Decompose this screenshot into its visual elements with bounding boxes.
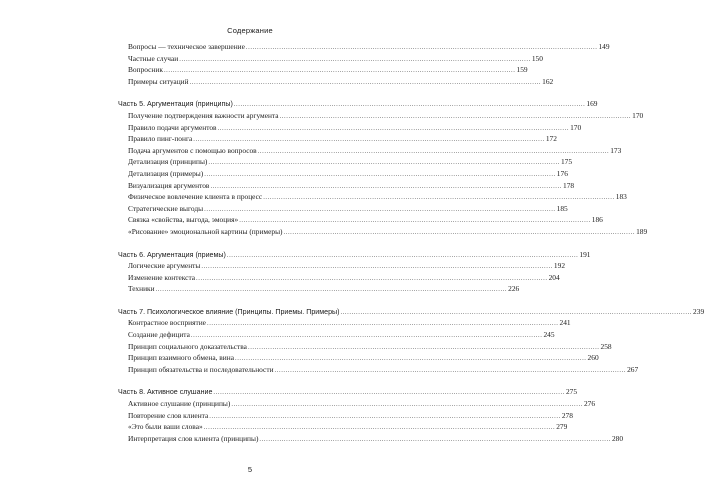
toc-entry-title: Логические аргументы	[128, 261, 201, 271]
toc-leader-dots	[190, 77, 542, 89]
toc-leader-dots	[207, 318, 559, 330]
toc-part-page: 169	[586, 99, 598, 109]
toc-entry[interactable]	[118, 352, 599, 364]
toc-leader-dots	[234, 99, 586, 111]
toc-leader-dots	[218, 123, 570, 135]
toc-entry-title: Контрастное восприятие	[128, 318, 206, 328]
toc-leader-dots	[156, 284, 508, 296]
toc-entry[interactable]	[118, 168, 568, 180]
toc-leader-dots	[209, 411, 561, 423]
toc-entry-title: Вопросник	[128, 65, 163, 75]
table-of-contents	[118, 41, 704, 455]
toc-entry[interactable]	[118, 53, 543, 65]
toc-part-title: Часть 5. Аргументация (принципы)	[118, 100, 233, 109]
page-header-title: Содержание	[227, 26, 273, 35]
toc-entry[interactable]	[118, 76, 554, 88]
toc-entry-page: 150	[531, 53, 543, 63]
toc-entry-page: 170	[570, 122, 582, 132]
toc-leader-dots	[196, 273, 548, 285]
toc-leader-dots	[284, 227, 636, 239]
toc-leader-dots	[248, 342, 600, 354]
toc-entry[interactable]	[118, 260, 566, 272]
page-number: 5	[247, 465, 253, 474]
toc-entry-page: 186	[591, 215, 603, 225]
toc-part-heading[interactable]	[118, 98, 598, 110]
toc-leader-dots	[204, 204, 556, 216]
toc-entry-title: Детализация (примеры)	[128, 168, 204, 178]
toc-part-heading[interactable]	[118, 249, 591, 261]
toc-part-heading[interactable]	[118, 386, 578, 398]
toc-entry-page: 245	[543, 330, 555, 340]
toc-entry-title: Изменение контекста	[128, 272, 196, 282]
toc-entry-page: 226	[508, 284, 520, 294]
toc-section	[118, 41, 610, 87]
toc-leader-dots	[201, 261, 553, 273]
toc-entry[interactable]	[118, 203, 568, 215]
toc-entry[interactable]	[118, 191, 627, 203]
toc-entry-page: 173	[610, 145, 622, 155]
toc-entry-page: 170	[632, 110, 644, 120]
toc-section	[118, 306, 704, 376]
toc-entry-page: 260	[587, 353, 599, 363]
toc-entry-page: 279	[556, 422, 568, 432]
toc-section	[118, 98, 648, 237]
toc-entry-page: 178	[563, 180, 575, 190]
toc-entry-page: 276	[583, 399, 596, 409]
toc-entry-page: 149	[598, 42, 610, 51]
toc-entry[interactable]	[118, 214, 603, 226]
toc-entry-page: 162	[542, 76, 554, 86]
toc-section	[118, 249, 591, 295]
toc-section	[118, 386, 624, 444]
toc-entry[interactable]	[118, 364, 639, 376]
toc-leader-dots	[340, 307, 692, 319]
toc-leader-dots	[179, 54, 531, 66]
toc-entry-page: 258	[600, 341, 612, 351]
toc-part-title: Часть 8. Активное слушание	[118, 388, 213, 397]
toc-entry-title: Принцип обязательства и последовательности	[128, 364, 274, 374]
toc-leader-dots	[259, 434, 611, 446]
toc-leader-dots	[258, 146, 610, 158]
toc-entry[interactable]	[118, 133, 557, 145]
toc-entry[interactable]	[118, 317, 571, 329]
toc-part-heading[interactable]	[118, 306, 704, 318]
toc-entry-page: 175	[560, 157, 573, 167]
toc-part-page: 191	[579, 249, 591, 259]
toc-entry-title: Примеры ситуаций	[128, 76, 189, 86]
toc-entry-title: Стратегические выгоды	[128, 203, 204, 213]
toc-entry-title: Повторение слов клиента	[128, 410, 209, 420]
toc-entry-title: «Это были ваши слова»	[128, 422, 203, 432]
toc-entry-page: 176	[556, 168, 568, 178]
toc-entry-title: Подача аргументов с помощью вопросов	[128, 145, 257, 155]
toc-part-title: Часть 6. Аргументация (приемы)	[118, 250, 226, 259]
toc-leader-dots	[235, 353, 587, 365]
toc-entry-page: 204	[548, 272, 560, 282]
toc-entry[interactable]	[118, 272, 560, 284]
toc-entry-title: Активное слушание (принципы)	[128, 399, 231, 409]
toc-entry-page: 267	[627, 364, 639, 374]
toc-entry-page: 278	[561, 410, 573, 420]
toc-entry-page: 183	[615, 192, 627, 202]
toc-entry[interactable]	[118, 64, 528, 76]
toc-leader-dots	[164, 65, 516, 77]
toc-entry[interactable]	[118, 341, 612, 353]
toc-entry-page: 189	[636, 226, 648, 236]
toc-entry[interactable]	[118, 122, 582, 134]
toc-entry[interactable]	[118, 41, 610, 53]
toc-entry-title: Вопросы — техническое завершение	[128, 42, 245, 51]
toc-leader-dots	[231, 399, 583, 411]
toc-entry-title: «Рисование» эмоциональной картины (примеры)	[128, 226, 283, 236]
toc-part-page: 239	[693, 306, 704, 316]
toc-entry-title: Физическое вовлечение клиента в процесс	[128, 192, 263, 202]
toc-entry-title: Интерпретация слов клиента (принципы)	[128, 433, 259, 443]
toc-part-title: Часть 7. Психологическое влияние (Принципы. Приемы. Примеры)	[118, 307, 340, 316]
toc-entry-title: Получение подтверждения важности аргумента	[128, 110, 279, 120]
toc-entry-title: Принцип социального доказательства	[128, 341, 247, 351]
toc-leader-dots	[213, 387, 565, 399]
toc-entry[interactable]	[118, 398, 596, 410]
toc-entry[interactable]	[118, 226, 648, 238]
toc-leader-dots	[210, 181, 562, 193]
toc-entry[interactable]	[118, 156, 573, 168]
toc-leader-dots	[208, 157, 560, 169]
toc-leader-dots	[246, 42, 598, 54]
toc-entry-title: Правило пинг-понга	[128, 134, 193, 144]
toc-entry-title: Техники	[128, 284, 155, 294]
toc-leader-dots	[204, 169, 556, 181]
toc-leader-dots	[239, 215, 591, 227]
toc-entry[interactable]	[118, 410, 573, 422]
toc-entry[interactable]	[118, 421, 568, 433]
toc-entry-page: 172	[545, 134, 557, 144]
toc-entry[interactable]	[118, 110, 644, 122]
toc-leader-dots	[275, 365, 627, 377]
toc-entry-page: 280	[611, 433, 624, 443]
toc-entry-title: Связка «свойства, выгода, эмоция»	[128, 215, 239, 225]
toc-entry-page: 159	[516, 65, 528, 75]
toc-entry-page: 241	[559, 318, 571, 328]
toc-entry-title: Детализация (принципы)	[128, 157, 208, 167]
toc-entry-title: Принцип взаимного обмена, вина	[128, 353, 234, 363]
toc-entry-page: 185	[556, 203, 568, 213]
toc-entry[interactable]	[118, 433, 624, 445]
toc-entry[interactable]	[118, 283, 520, 295]
toc-entry-page: 192	[553, 261, 566, 271]
toc-entry-title: Правило подачи аргументов	[128, 122, 217, 132]
toc-entry[interactable]	[118, 145, 622, 157]
toc-entry-title: Создание дефицита	[128, 330, 190, 340]
toc-leader-dots	[227, 250, 579, 262]
toc-entry-title: Частные случаи	[128, 53, 179, 63]
toc-part-page: 275	[565, 387, 578, 397]
toc-entry[interactable]	[118, 180, 575, 192]
toc-entry[interactable]	[118, 329, 555, 341]
toc-entry-title: Визуализация аргументов	[128, 180, 210, 190]
